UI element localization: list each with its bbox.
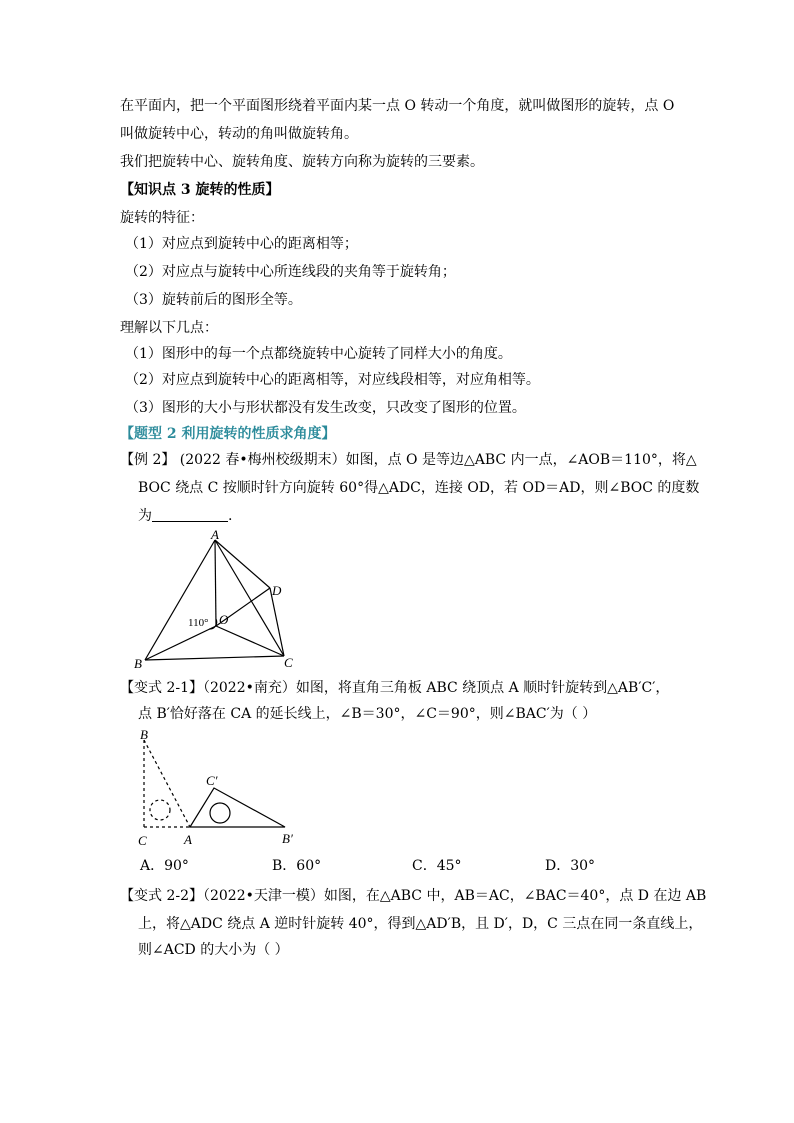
- list-item: （1）图形中的每一个点都绕旋转中心旋转了同样大小的角度。: [125, 346, 512, 362]
- segment-dc: [270, 588, 284, 656]
- label-a: A: [211, 527, 219, 542]
- segment-ob: [145, 626, 216, 660]
- variant-text: 【变式 2-2】（2022•天津一模）如图，在△ABC 中，AB＝AC，∠BAC＝40°，点 D 在边 AB: [120, 888, 707, 904]
- option-d: D．30°: [545, 858, 596, 874]
- list-item: （2）对应点与旋转中心所连线段的夹角等于旋转角；: [125, 264, 456, 280]
- segment-ac: [215, 540, 284, 656]
- label-d: D: [272, 583, 282, 598]
- label-o: O: [219, 612, 229, 627]
- triangle-circle: [210, 803, 230, 823]
- answer-blank: [152, 507, 228, 522]
- triangle-figure-2: [132, 726, 312, 852]
- question-type-heading: 【题型 2 利用旋转的性质求角度】: [120, 426, 336, 442]
- dashed-side-ab: [144, 740, 190, 827]
- text-line: 叫做旋转中心，转动的角叫做旋转角。: [120, 126, 358, 142]
- segment-ao: [215, 540, 216, 626]
- variant-text: 【变式 2-1】（2022•南充）如图，将直角三角板 ABC 绕顶点 A 顺时针旋转到△AB′C′，: [120, 680, 670, 696]
- option-c: C．45°: [412, 858, 462, 874]
- text-line: 理解以下几点：: [120, 320, 218, 336]
- angle-label: 110°: [188, 617, 209, 629]
- list-item: （3）图形的大小与形状都没有发生改变，只改变了图形的位置。: [125, 400, 526, 416]
- example-text: 为: [138, 508, 152, 524]
- text-line: 旋转的特征：: [120, 210, 204, 226]
- variant-text: 点 B′恰好落在 CA 的延长线上，∠B＝30°，∠C＝90°，则∠BAC′为（ ）: [138, 706, 597, 722]
- label-c-prime: C′: [206, 773, 218, 788]
- segment-oc: [216, 626, 284, 656]
- section-heading: 【知识点 3 旋转的性质】: [120, 182, 280, 198]
- list-item: （1）对应点到旋转中心的距离相等；: [125, 236, 358, 252]
- variant-text: 则∠ACD 的大小为（ ）: [138, 942, 289, 958]
- segment-bc: [145, 656, 284, 660]
- example-text: BOC 绕点 C 按顺时针方向旋转 60°得△ADC，连接 OD，若 OD＝AD，则∠BOC 的度数: [138, 480, 700, 496]
- segment-ad: [215, 540, 270, 588]
- text-line: 在平面内，把一个平面图形绕着平面内某一点 O 转动一个角度，就叫做图形的旋转，点 O: [120, 98, 675, 114]
- label-b-prime: B′: [282, 831, 293, 846]
- label-a: A: [184, 832, 192, 847]
- triangle-figure-1: [130, 528, 310, 673]
- label-c: C: [284, 655, 293, 670]
- dashed-circle: [150, 800, 170, 820]
- variant-text: 上，将△ADC 绕点 A 逆时针旋转 40°，得到△AD′B，且 D′，D，C 三点在同一条直线上，: [138, 916, 703, 932]
- option-b: B．60°: [272, 858, 322, 874]
- example-text: 【例 2】 (2022 春•梅州校级期末）如图，点 O 是等边△ABC 内一点，∠AOB＝110°，将△: [120, 452, 697, 468]
- example-answer-line: [138, 506, 232, 526]
- segment-ab: [145, 540, 215, 660]
- label-b: B: [134, 656, 142, 671]
- label-b: B: [140, 727, 148, 742]
- list-item: （2）对应点到旋转中心的距离相等，对应线段相等，对应角相等。: [125, 372, 540, 388]
- option-a: A．90°: [140, 858, 189, 874]
- text-line: 我们把旋转中心、旋转角度、旋转方向称为旋转的三要素。: [120, 154, 484, 170]
- list-item: （3）旋转前后的图形全等。: [125, 292, 302, 308]
- label-c: C: [138, 833, 147, 848]
- example-text: .: [228, 508, 233, 524]
- rotated-triangle: [190, 788, 285, 827]
